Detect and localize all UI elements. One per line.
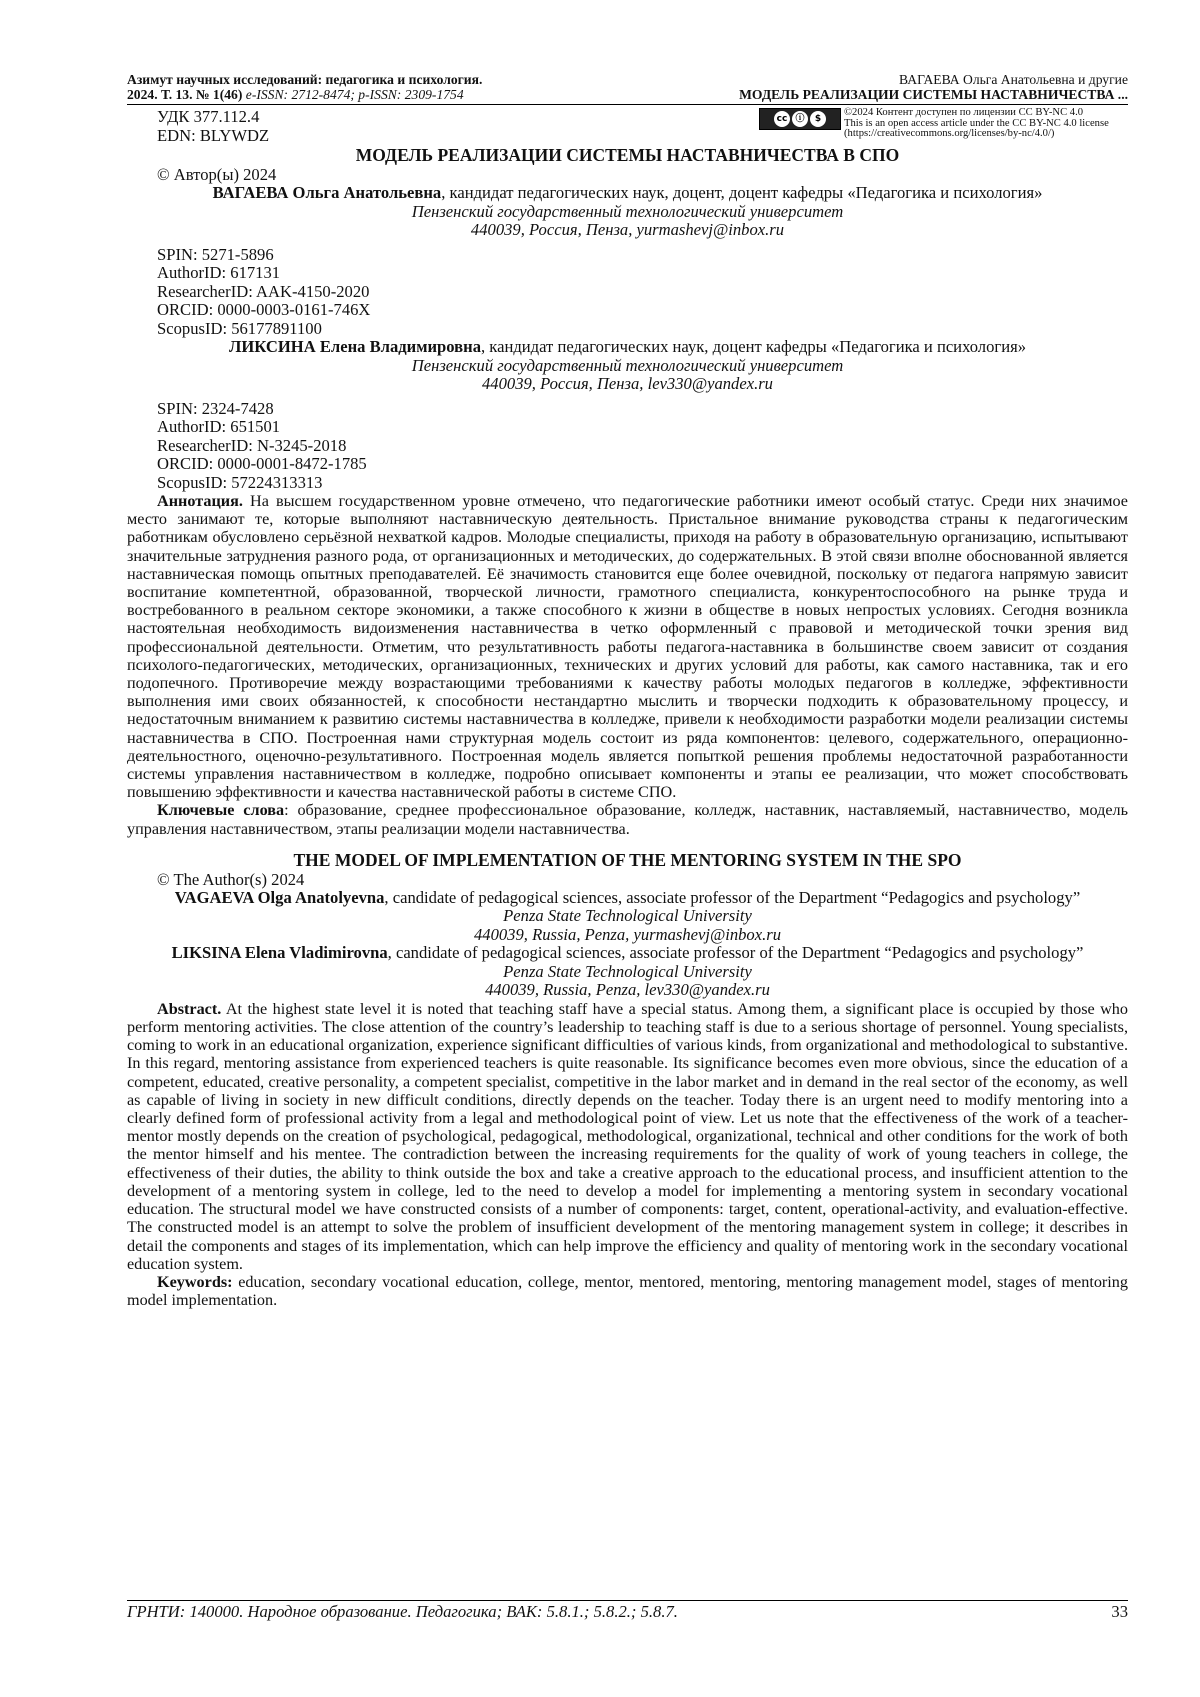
author1-name-en: VAGAEVA Olga Anatolyevna: [174, 887, 385, 907]
article-title-ru: МОДЕЛЬ РЕАЛИЗАЦИИ СИСТЕМЫ НАСТАВНИЧЕСТВА В СПО: [355, 145, 900, 165]
author1-position-en: , candidate of pedagogical sciences, associate professor of the Department “Pedagogics and psychology”: [384, 887, 1081, 907]
header-rule: [127, 104, 1128, 105]
article-running-title: [739, 72, 1128, 102]
keywords-label-en: Keywords:: [157, 1272, 233, 1291]
author1-university-en: Penza State Technological University: [503, 906, 752, 926]
by-circle-icon: ⓘ: [792, 111, 808, 127]
author1-position-ru: , кандидат педагогических наук, доцент, доцент кафедры «Педагогика и психология»: [441, 183, 1043, 202]
running-short-title: МОДЕЛЬ РЕАЛИЗАЦИИ СИСТЕМЫ НАСТАВНИЧЕСТВА ...: [739, 87, 1128, 102]
udc-code: УДК 377.112.4: [157, 107, 260, 126]
keywords-text-en: education, secondary vocational education, college, mentor, mentored, mentoring, mentoring management model, stages of mentoring model implementation.: [127, 1272, 1128, 1310]
article-identifiers: [127, 107, 269, 145]
author2-position-en: , candidate of pedagogical sciences, associate professor of the Department “Pedagogics and psychology”: [387, 943, 1084, 963]
author2-en: [127, 944, 1128, 963]
classification-codes: ГРНТИ: 140000. Народное образование. Педагогика; ВАК: 5.8.1.; 5.8.2.; 5.8.7.: [127, 1602, 678, 1621]
abstract-label-ru: Аннотация.: [157, 492, 243, 510]
running-authors: ВАГАЕВА Ольга Анатольевна и другие: [899, 72, 1128, 87]
author1-ru: [127, 184, 1128, 203]
author1-address-ru: 440039, Россия, Пенза, yurmashevj@inbox.ru: [470, 220, 785, 239]
cc-license-icon[interactable]: [759, 108, 841, 130]
abstract-text-ru: На высшем государственном уровне отмечено, что педагогические работники имеют особый статус. Среди них значимое место занимают те, которые выполняют наставническую деятельность. Пристальное внимание руководства страны к педагогическим работникам обусловлено серьёзной нехваткой кадров. Молодые специалисты, приходя на работу в образовательную организацию, испытывают значительные затруднения разного рода, от организационных и методических, до содержательных. В этой связи вполне обоснованной является наставническая помощь опытных преподавателей. Её значимость становится еще более очевидной, поскольку от педагога напрямую зависит воспитание компетентной, образованной, творческой личности, грамотного специалиста, конкурентоспособного на рынке труда и востребованного в реальном секторе экономики, а также способного к жизни в обществе в новых непростых условиях. Сегодня возникла настоятельная необходимость видоизменения наставничества в четко оформленный с правовой и методической точки зрения вид профессиональной деятельности. Отметим, что результативность работы педагога-наставника в большинстве своем зависит от создания психолого-педагогических, методических, организационных, технических и других условий для работы, как самого наставника, так и его подопечного. Противоречие между возрастающими требованиями к качеству работы молодых педагогов в колледже, эффективности выполнения ими своих обязанностей, к способности нестандартно мыслить и творчески подходить к образовательному процессу, и недостаточным вниманием к развитию системы наставничества в колледже, привели к необходимости разработки модели реализации системы наставничества в СПО. Построенная нами структурная модель состоит из ряда компонентов: целевого, содержательного, операционно-деятельностного, оценочно-результативного. Построенная модель является попыткой решения проблемы недостаточной разработанности системы управления наставничеством в колледже, подробно описывает компоненты и этапы ее реализации, что может способствовать повышению эффективности и качества наставнической работы в системе СПО.: [127, 492, 1128, 802]
author2-spin: SPIN: 2324-7428: [157, 398, 274, 418]
license-text-ru: ©2024 Контент доступен по лицензии CC BY-NC 4.0: [844, 107, 1084, 118]
author1-ids: [127, 246, 1128, 339]
author1-authorid: AuthorID: 617131: [157, 263, 281, 282]
author1-orcid: ORCID: 0000-0003-0161-746X: [157, 300, 371, 319]
author2-address-en: 440039, Russia, Penza, lev330@yandex.ru: [485, 980, 770, 1000]
author1-scopusid: ScopusID: 56177891100: [157, 318, 322, 338]
license-url[interactable]: (https://creativecommons.org/licenses/by-nc/4.0/): [844, 128, 1055, 139]
author1-researcherid: ResearcherID: AAK-4150-2020: [157, 281, 370, 301]
abstract-label-en: Abstract.: [157, 999, 222, 1018]
author1-name-ru: ВАГАЕВА Ольга Анатольевна: [212, 183, 442, 202]
journal-info: [127, 72, 482, 102]
keywords-ru: [127, 801, 1128, 837]
edn-code: EDN: BLYWDZ: [157, 126, 270, 145]
author2-researcherid: ResearcherID: N-3245-2018: [157, 435, 347, 455]
page-footer: [127, 1600, 1128, 1621]
author2-scopusid: ScopusID: 57224313313: [157, 472, 323, 492]
author1-en: [127, 889, 1128, 908]
license-text-en: This is an open access article under the CC BY-NC 4.0 license: [844, 117, 1109, 129]
keywords-label-ru: Ключевые слова: [157, 801, 285, 820]
nc-circle-icon: $: [810, 111, 826, 127]
keywords-text-ru: : образование, среднее профессиональное образование, колледж, наставник, наставляемый, наставничество, модель управления наставничеством, этапы реализации модели наставничества.: [127, 801, 1129, 838]
abstract-ru: [127, 492, 1128, 801]
author2-university-en: Penza State Technological University: [503, 961, 752, 981]
author2-orcid: ORCID: 0000-0001-8472-1785: [157, 454, 367, 473]
author2-name-en: LIKSINA Elena Vladimirovna: [171, 943, 388, 963]
journal-issn: e-ISSN: 2712-8474; p-ISSN: 2309-1754: [245, 87, 464, 102]
article-title-en: THE MODEL OF IMPLEMENTATION OF THE MENTORING SYSTEM IN THE SPO: [293, 849, 962, 870]
abstract-text-en: At the highest state level it is noted that teaching staff have a special status. Among them, a significant place is occupied by those who perform mentoring activities. The close attention of the country’s leadership to teaching staff is due to a serious shortage of personnel. Young specialists, coming to work in an educational organization, experience significant difficulties of various kinds, from organizational and methodological to substantive. In this regard, mentoring assistance from experienced teachers is quite reasonable. Its significance becomes even more obvious, since the education of a competent, educated, creative personality, a competent specialist, competitive in the labor market and in demand in the real sector of the economy, as well as capable of living in society in new difficult conditions, directly depends on the teacher. Today there is an urgent need to modify mentoring into a clearly defined form of professional activity from a legal and methodological point of view. Let us note that the effectiveness of the work of a teacher-mentor mostly depends on the creation of psychological, pedagogical, methodological, organizational, technical and other conditions for the work of both the mentor himself and his mentee. The contradiction between the increasing requirements for the quality of work of young teachers in college, the effectiveness of their duties, the ability to think outside the box and take a creative approach to the educational process, and insufficient attention to the development of a mentoring system in college, led to the need to develop a model for implementing a mentoring system in secondary vocational education. The structural model we have constructed consists of a number of components: target, content, operational-activity, and evaluation-effective. The constructed model is an attempt to solve the problem of insufficient development of the mentoring management system in college; it describes in detail the components and stages of its implementation, which can help improve the efficiency and quality of mentoring work in the secondary vocational education system.: [127, 999, 1128, 1273]
copyright-en: © The Author(s) 2024: [157, 869, 305, 889]
license-block: [759, 108, 1128, 140]
page-number: 33: [1111, 1602, 1128, 1621]
meta-row: [127, 107, 1128, 145]
running-header: [127, 72, 1128, 102]
author1-spin: SPIN: 5271-5896: [157, 244, 274, 264]
author2-ids: [127, 400, 1128, 493]
license-text: [844, 108, 1109, 140]
abstract-en: [127, 1000, 1128, 1273]
author2-ru: [127, 338, 1128, 357]
author2-position-ru: , кандидат педагогических наук, доцент кафедры «Педагогика и психология»: [481, 337, 1026, 356]
cc-circle-icon: cc: [774, 111, 790, 127]
author1-university-ru: Пензенский государственный технологический университет: [411, 201, 844, 221]
journal-name: Азимут научных исследований: педагогика и психология.: [127, 72, 483, 87]
copyright-ru: © Автор(ы) 2024: [157, 165, 277, 184]
author2-name-ru: ЛИКСИНА Елена Владимировна: [229, 337, 481, 356]
author2-address-ru: 440039, Россия, Пенза, lev330@yandex.ru: [482, 374, 773, 393]
keywords-en: [127, 1273, 1128, 1309]
author1-address-en: 440039, Russia, Penza, yurmashevj@inbox.ru: [473, 924, 781, 944]
author2-university-ru: Пензенский государственный технологический университет: [411, 355, 844, 375]
journal-volume: 2024. Т. 13. № 1(46): [127, 87, 243, 102]
author2-authorid: AuthorID: 651501: [157, 417, 281, 436]
